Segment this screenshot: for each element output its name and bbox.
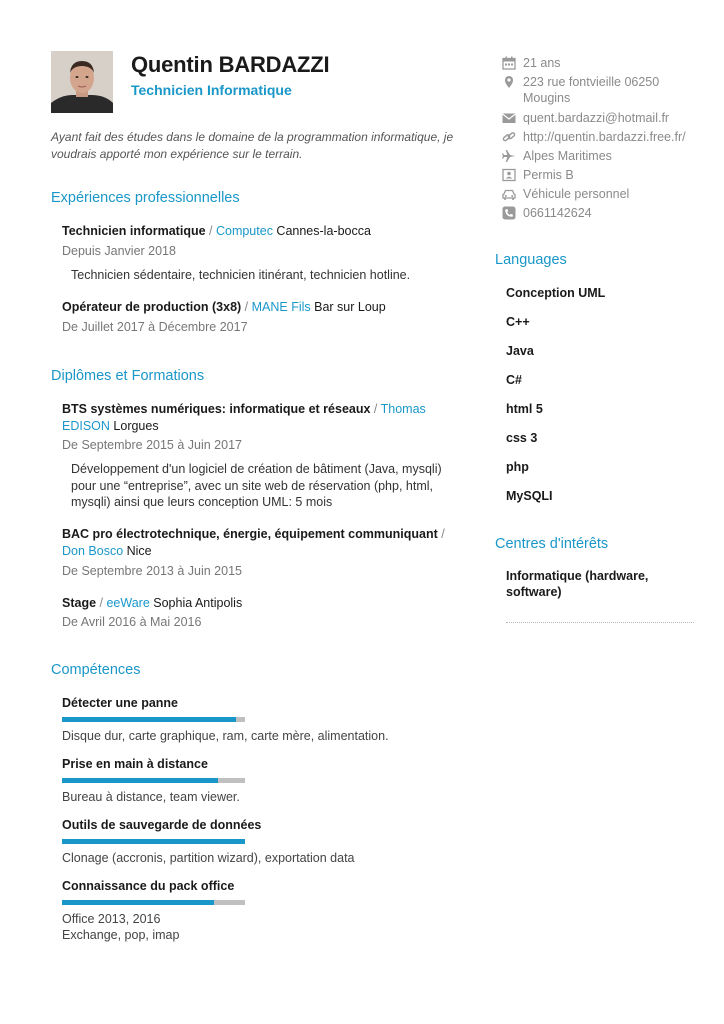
experience-date-2: De Juillet 2017 à Décembre 2017 bbox=[62, 320, 248, 334]
experience-location: Cannes-la-bocca bbox=[272, 224, 371, 238]
section-title-experience: Expériences professionnelles bbox=[51, 190, 240, 206]
education-school: eeWare bbox=[106, 596, 150, 610]
separator: / bbox=[96, 596, 107, 610]
experience-position: Opérateur de production (3x8) bbox=[62, 300, 242, 314]
language-item: MySQLI bbox=[506, 489, 553, 503]
skill-desc-2: Bureau à distance, team viewer. bbox=[62, 790, 240, 804]
skill-bar-4 bbox=[62, 900, 245, 905]
education-date-1: De Septembre 2015 à Juin 2017 bbox=[62, 438, 242, 452]
address-line-2: Mougins bbox=[523, 91, 571, 105]
education-location: Sophia Antipolis bbox=[149, 596, 243, 610]
divider bbox=[506, 622, 694, 623]
language-item: Conception UML bbox=[506, 286, 606, 300]
experience-company: MANE Fils bbox=[251, 300, 311, 314]
separator: / bbox=[205, 224, 216, 238]
experience-position: Technicien informatique bbox=[62, 224, 206, 238]
experience-desc-1: Technicien sédentaire, technicien itinérant, technicien hotline. bbox=[71, 268, 411, 282]
education-school: Don Bosco bbox=[62, 544, 124, 558]
skill-bar-3 bbox=[62, 839, 245, 844]
separator: / bbox=[437, 527, 445, 541]
age-text: 21 ans bbox=[523, 56, 561, 70]
skill-desc-3: Clonage (accronis, partition wizard), exportation data bbox=[62, 851, 355, 865]
experience-title-1 bbox=[62, 223, 462, 240]
intro-text: Ayant fait des études dans le domaine de la programmation informatique, je voudrais apporté mon expérience sur le terrain. bbox=[51, 130, 454, 161]
language-item: C++ bbox=[506, 315, 530, 329]
skill-name-2: Prise en main à distance bbox=[62, 757, 208, 771]
language-item: html 5 bbox=[506, 402, 543, 416]
address-line-1: 223 rue fontvieille 06250 bbox=[523, 75, 660, 89]
interest-item: Informatique (hardware, software) bbox=[506, 569, 649, 599]
region-text: Alpes Maritimes bbox=[523, 149, 612, 163]
language-item: css 3 bbox=[506, 431, 538, 445]
skill-bar-fill bbox=[62, 778, 218, 783]
experience-title-2 bbox=[62, 299, 462, 316]
language-item: php bbox=[506, 460, 529, 474]
experience-company: Computec bbox=[215, 224, 273, 238]
section-title-skills: Compétences bbox=[51, 662, 141, 678]
candidate-name: Quentin BARDAZZI bbox=[131, 52, 330, 77]
skill-name-3: Outils de sauvegarde de données bbox=[62, 818, 262, 832]
education-school: Thomas EDISON bbox=[62, 402, 426, 433]
skill-bar-fill bbox=[62, 839, 245, 844]
experience-date-1: Depuis Janvier 2018 bbox=[62, 244, 176, 258]
education-date-3: De Avril 2016 à Mai 2016 bbox=[62, 615, 202, 629]
language-item: Java bbox=[506, 344, 534, 358]
education-location: Nice bbox=[123, 544, 152, 558]
email-link[interactable]: quent.bardazzi@hotmail.fr bbox=[523, 111, 670, 125]
profile-photo-image bbox=[51, 51, 113, 113]
profile-photo bbox=[51, 51, 113, 113]
id-card-icon bbox=[502, 168, 516, 182]
education-location: Lorgues bbox=[109, 419, 159, 433]
education-degree: Stage bbox=[62, 596, 97, 610]
phone-icon bbox=[502, 206, 516, 220]
section-title-languages: Languages bbox=[495, 252, 567, 268]
skill-desc-4-line1: Office 2013, 2016 bbox=[62, 912, 161, 926]
separator: / bbox=[370, 402, 381, 416]
calendar-icon bbox=[502, 56, 516, 70]
education-degree: BAC pro électrotechnique, énergie, équipement communiquant bbox=[62, 527, 438, 541]
education-title-3 bbox=[62, 595, 467, 612]
skill-name-4: Connaissance du pack office bbox=[62, 879, 235, 893]
skill-bar-fill bbox=[62, 900, 214, 905]
website-link[interactable]: http://quentin.bardazzi.free.fr/ bbox=[523, 130, 686, 144]
separator: / bbox=[241, 300, 252, 314]
plane-icon bbox=[502, 149, 516, 163]
phone-text[interactable]: 0661142624 bbox=[523, 206, 592, 220]
vehicle-text: Véhicule personnel bbox=[523, 187, 630, 201]
skill-desc-4-line2: Exchange, pop, imap bbox=[62, 928, 180, 942]
education-date-2: De Septembre 2013 à Juin 2015 bbox=[62, 564, 242, 578]
skill-desc-1: Disque dur, carte graphique, ram, carte mère, alimentation. bbox=[62, 729, 389, 743]
license-text: Permis B bbox=[523, 168, 574, 182]
job-title: Technicien Informatique bbox=[131, 82, 292, 98]
link-icon bbox=[502, 130, 516, 144]
section-title-education: Diplômes et Formations bbox=[51, 368, 205, 384]
education-title-1 bbox=[62, 401, 467, 435]
skill-name-1: Détecter une panne bbox=[62, 696, 179, 710]
education-desc-1: Développement d'un logiciel de création de bâtiment (Java, mysqli) pour une “entreprise”, avec un site web de réservation (php, html, mysqli) ainsi que leurs conception UML: 5 mois bbox=[71, 462, 442, 509]
experience-location: Bar sur Loup bbox=[310, 300, 386, 314]
language-item: C# bbox=[506, 373, 522, 387]
section-title-interests: Centres d'intérêts bbox=[495, 536, 609, 552]
education-degree: BTS systèmes numériques: informatique et réseaux bbox=[62, 402, 371, 416]
skill-bar-1 bbox=[62, 717, 245, 722]
car-icon bbox=[502, 187, 516, 201]
map-pin-icon bbox=[502, 75, 516, 89]
education-title-2 bbox=[62, 526, 467, 560]
envelope-icon bbox=[502, 111, 516, 125]
skill-bar-2 bbox=[62, 778, 245, 783]
skill-bar-fill bbox=[62, 717, 236, 722]
